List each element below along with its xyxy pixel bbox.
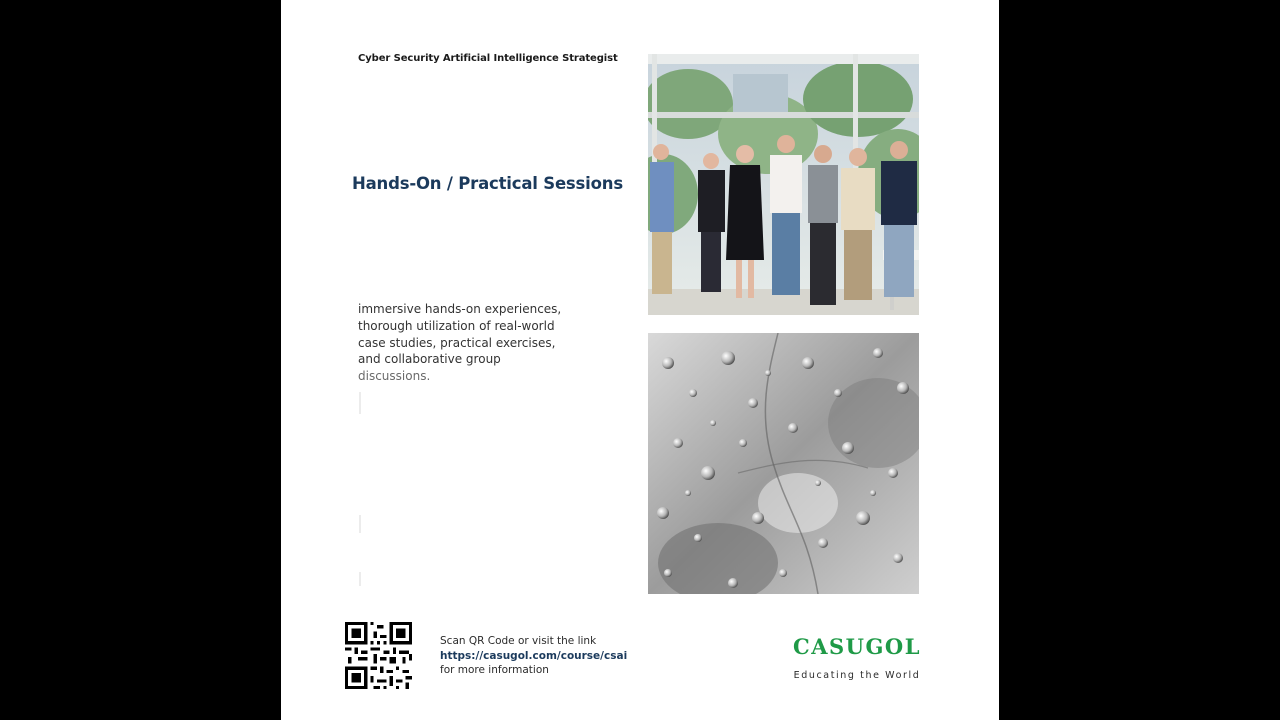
group-photo-illustration [648,54,919,315]
description-line: case studies, practical exercises, [358,335,556,350]
more-info-text: for more information [440,664,549,677]
description [358,301,583,385]
course-title: Cyber Security Artificial Intelligence Strategist [358,53,618,64]
contact-info [440,634,627,678]
group-photo [648,54,919,315]
left-letterbox [0,0,281,720]
description-line: immersive hands-on experiences, [358,302,562,316]
description-line: and collaborative group [358,352,501,367]
slide [281,0,999,720]
description-line: discussions. [358,369,431,384]
course-link[interactable]: https://casugol.com/course/csai [440,649,628,662]
scan-text: Scan QR Code or visit the link [440,635,597,647]
right-letterbox [999,0,1280,720]
rain-droplets-photo [648,333,919,594]
qr-code[interactable] [345,622,412,689]
rain-droplets-illustration [648,333,919,594]
brand-tagline: Educating the World [793,670,921,681]
faint-mark [359,572,361,586]
faint-mark [359,392,361,414]
section-heading: Hands-On / Practical Sessions [352,174,623,193]
description-line: thorough utilization of real-world [358,318,555,333]
faint-mark [359,515,361,533]
brand-logo: CASUGOL [793,634,921,659]
